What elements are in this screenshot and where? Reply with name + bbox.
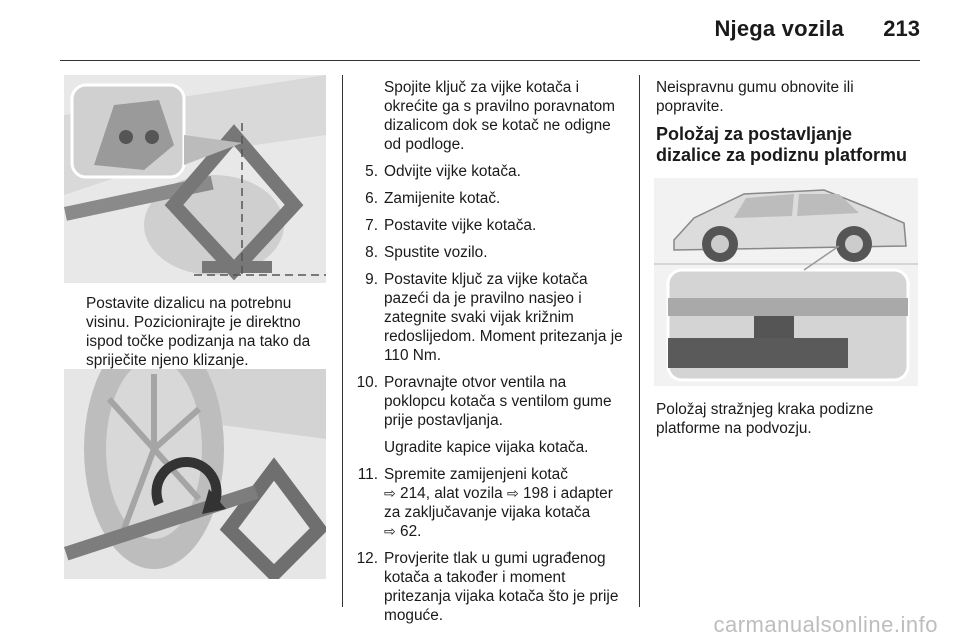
step-12 xyxy=(356,549,632,625)
header-rule xyxy=(60,60,920,61)
step-number: 11. xyxy=(357,466,378,483)
lifting-platform-caption: Položaj stražnjeg kraka podizne platforme na podvozju. xyxy=(656,401,874,437)
reference-link[interactable]: 214, alat vozila xyxy=(400,485,503,502)
column-divider-1 xyxy=(342,75,343,607)
step-number: 7. xyxy=(365,217,378,234)
step-7 xyxy=(356,216,632,235)
section-title: Njega vozila xyxy=(714,16,844,41)
step-11 xyxy=(356,465,632,541)
lifting-platform-heading: Položaj za postavljanje dizalice za podiznu platformu xyxy=(656,124,908,165)
step-text: Odvijte vijke kotača. xyxy=(384,163,521,180)
step-10 xyxy=(356,373,632,430)
reference-link[interactable]: 198 i adapter za zaključavanje vijaka kotača xyxy=(384,485,613,521)
step-4-continuation: Spojite ključ za vijke kotača i okrećite ga s pravilno poravnatom dizalicom dok se kotač ne odigne od podloge. xyxy=(384,79,615,153)
step-text: Postavite ključ za vijke kotača pazeći da je pravilno nasjeo i zategnite svaki vijak križnim redoslijedom. Moment pritezanja je 110 Nm. xyxy=(384,271,623,364)
step-text: Spremite zamijenjeni kotač xyxy=(384,466,568,483)
wheel-wrench-illustration xyxy=(64,369,326,579)
tyre-repair-note: Neispravnu gumu obnovite ili popravite. xyxy=(656,79,854,115)
column-2-text xyxy=(356,78,632,633)
step-number: 12. xyxy=(356,550,378,567)
page-reference-icon: ⇨ xyxy=(506,485,519,501)
jack-positioning-caption: Postavite dizalicu na potrebnu visinu. Pozicionirajte je direktno ispod točke podizanja na tako da spriječite njeno klizanje. xyxy=(86,295,311,369)
step-text: Provjerite tlak u gumi ugrađenog kotača a također i moment pritezanja vijaka kotača što je prije moguće. xyxy=(384,550,619,624)
step-text: Zamijenite kotač. xyxy=(384,190,501,207)
step-text: Postavite vijke kotača. xyxy=(384,217,537,234)
step-6 xyxy=(356,189,632,208)
page-header xyxy=(0,0,960,60)
page-reference-icon: ⇨ xyxy=(384,523,396,539)
lifting-platform-illustration xyxy=(654,178,918,386)
step-number: 5. xyxy=(365,163,378,180)
step-8 xyxy=(356,243,632,262)
column-3-text xyxy=(656,78,920,180)
step-10-extra: Ugradite kapice vijaka kotača. xyxy=(384,439,589,456)
page-reference-icon: ⇨ xyxy=(384,485,396,501)
step-number: 9. xyxy=(365,271,378,288)
step-5 xyxy=(356,162,632,181)
reference-link[interactable]: 62. xyxy=(400,523,422,540)
step-number: 6. xyxy=(365,190,378,207)
watermark: carmanualsonline.info xyxy=(713,612,938,637)
step-number: 8. xyxy=(365,244,378,261)
step-number: 10. xyxy=(356,374,378,391)
jack-contact-illustration xyxy=(64,75,326,283)
step-text: Spustite vozilo. xyxy=(384,244,488,261)
step-9 xyxy=(356,270,632,365)
column-divider-2 xyxy=(639,75,640,607)
step-text: Poravnajte otvor ventila na poklopcu kotača s ventilom gume prije postavljanja. xyxy=(384,374,612,429)
page-number: 213 xyxy=(883,16,920,41)
